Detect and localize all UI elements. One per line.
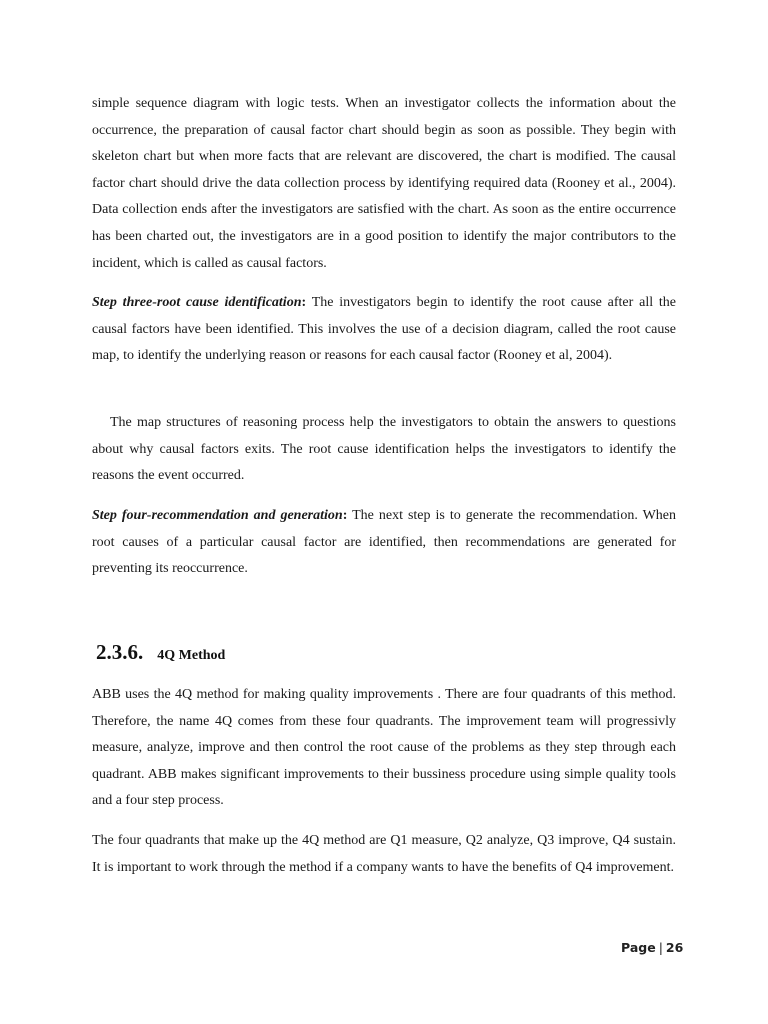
step-four-body: The next step is to generate the recommendation. When root causes of a particular causal factor are identified, then recommendations are generated for preventing its reoccurrence. — [92, 508, 676, 577]
paragraph-causal-factor-chart: simple sequence diagram with logic tests. When an investigator collects the information about the occurrence, the preparation of causal factor chart should begin as soon as possible. They begin with skeleton chart but when more facts that are relevant are discovered, the chart is modified. The causal factor chart should drive the data collection process by identifying required data (Rooney et al., 2004). Data collection ends after the investigators are satisfied with the chart. As soon as the entire occurrence has been charted out, the investigators are in a good position to identify the major contributors to the incident, which is called as causal factors. — [92, 96, 676, 271]
step-three-colon: : — [301, 295, 307, 310]
section-title: 4Q Method — [157, 648, 226, 663]
page-separator: | — [658, 940, 663, 955]
paragraph-step-three — [92, 290, 676, 370]
step-four-heading: Step four-recommendation and generation — [92, 508, 343, 523]
step-three-heading: Step three-root cause identification — [92, 295, 302, 310]
page-footer — [621, 940, 683, 955]
step-three-body: The investigators begin to identify the root cause after all the causal factors have been identified. This involves the use of a decision diagram, called the root cause map, to identify the underlying reason or reasons for each causal factor (Rooney et al, 2004). — [92, 295, 676, 364]
page-label: Page — [621, 940, 656, 955]
section-heading-4q-method — [96, 640, 225, 665]
step-four-colon: : — [342, 508, 348, 523]
paragraph-abb-4q: ABB uses the 4Q method for making quality improvements . There are four quadrants of this method. Therefore, the name 4Q comes from these four quadrants. The improvement team will progressivly measure, analyze, improve and then control the root cause of the problems as they step through each quadrant. ABB makes significant improvements to their bussiness procedure using simple quality tools and a four step process. — [92, 687, 676, 809]
paragraph-four-quadrants: The four quadrants that make up the 4Q method are Q1 measure, Q2 analyze, Q3 improve, Q4 sustain. It is important to work through the method if a company wants to have the benefits of Q4 improvement. — [92, 833, 676, 875]
paragraph-map-structures: The map structures of reasoning process help the investigators to obtain the answers to questions about why causal factors exits. The root cause identification helps the investigators to identify the reasons the event occurred. — [92, 415, 676, 484]
section-number: 2.3.6. — [96, 640, 144, 664]
paragraph-step-four — [92, 503, 676, 583]
page-number: 26 — [665, 940, 684, 955]
